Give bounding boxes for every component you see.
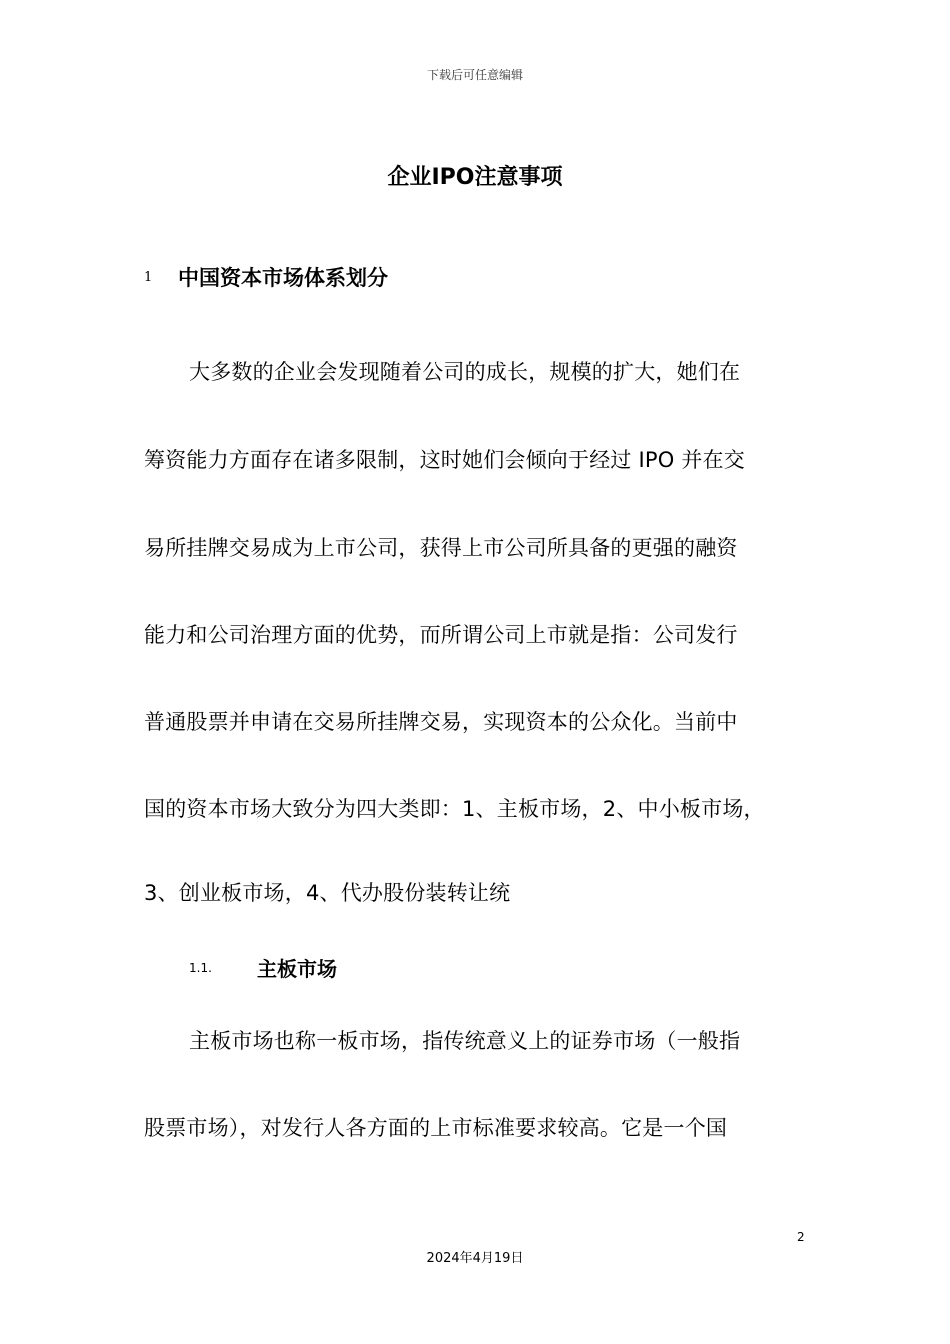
section-1-1-title: 主板市场 <box>257 957 337 981</box>
paragraph-line: 易所挂牌交易成为上市公司，获得上市公司所具备的更强的融资 <box>144 536 738 560</box>
section-1-number: 1 <box>144 269 153 285</box>
paragraph-line: 国的资本市场大致分为四大类即：1、主板市场，2、中小板市场， <box>144 797 765 821</box>
paragraph-line: 大多数的企业会发现随着公司的成长，规模的扩大，她们在 <box>189 360 741 384</box>
paragraph-line: 筹资能力方面存在诸多限制，这时她们会倾向于经过 IPO 并在交 <box>144 448 745 472</box>
paragraph-line: 股票市场），对发行人各方面的上市标准要求较高。它是一个国 <box>144 1116 728 1140</box>
section-1-heading <box>144 262 388 292</box>
header-note: 下载后可任意编辑 <box>426 68 523 82</box>
section-1-1-number: 1.1. <box>189 960 212 975</box>
section-1-1-heading <box>189 953 337 982</box>
paragraph-line: 普通股票并申请在交易所挂牌交易，实现资本的公众化。当前中 <box>144 710 738 734</box>
paragraph-line: 3、创业板市场，4、代办股份装转让统 <box>144 881 511 905</box>
document-title: 企业IPO注意事项 <box>387 165 563 190</box>
section-1-title: 中国资本市场体系划分 <box>178 266 388 290</box>
paragraph-line: 主板市场也称一板市场，指传统意义上的证券市场（一般指 <box>189 1029 741 1053</box>
paragraph-line: 能力和公司治理方面的优势，而所谓公司上市就是指：公司发行 <box>144 623 738 647</box>
footer-date: 2024年4月19日 <box>426 1251 524 1266</box>
page-number: 2 <box>797 1230 805 1244</box>
